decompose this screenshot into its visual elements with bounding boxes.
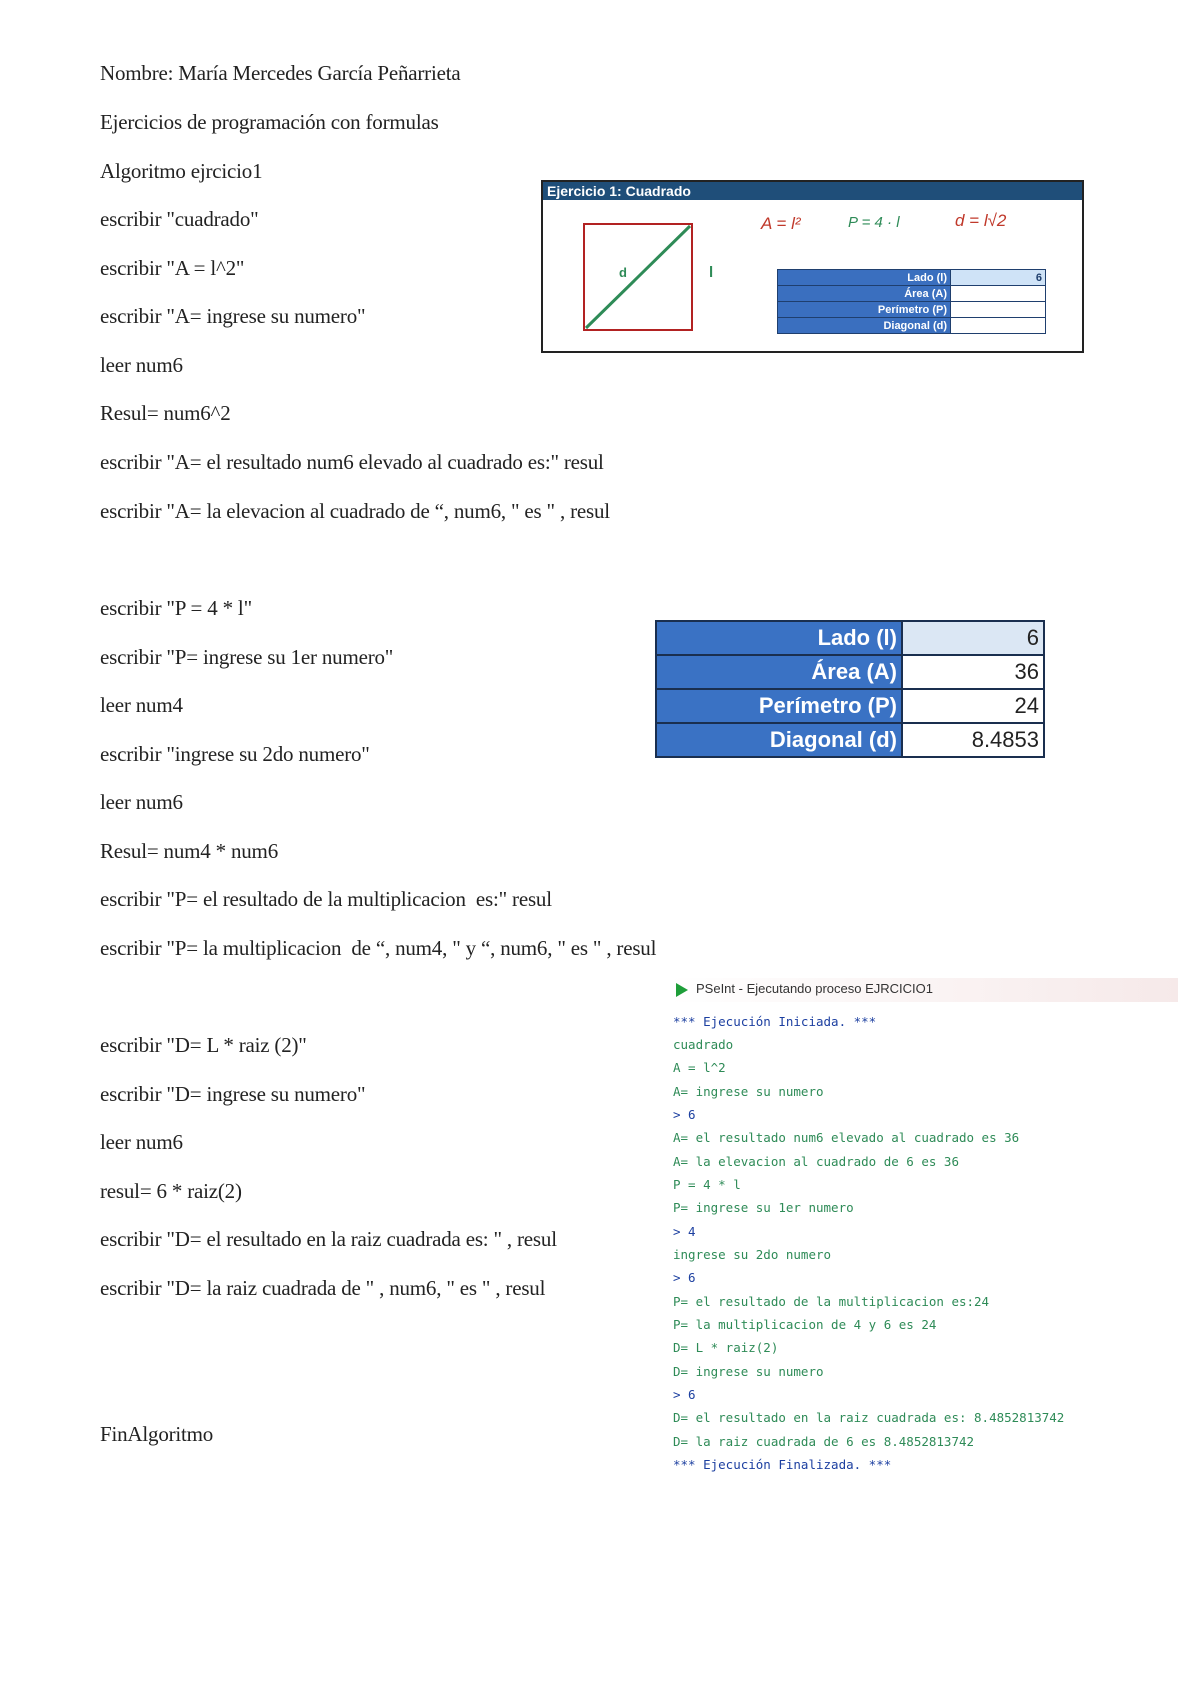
input-table [777,269,1046,334]
ejercicio-figure [541,180,1084,353]
code-line: escribir "P = 4 * l" [100,596,252,620]
code-line: escribir "A = l^2" [100,256,245,280]
row-value: 6 [951,270,1046,286]
table-row [656,689,1044,723]
code-line: escribir "cuadrado" [100,207,259,231]
console-line: D= L * raiz(2) [673,1340,779,1355]
console-line: A= la elevacion al cuadrado de 6 es 36 [673,1154,959,1169]
code-line: Resul= num6^2 [100,401,231,425]
pseint-console [668,978,1178,1478]
diagonal-label: d [619,265,627,280]
console-line: *** Ejecución Finalizada. *** [673,1457,892,1472]
row-label: Diagonal (d) [656,723,902,757]
code-line: escribir "D= L * raiz (2)" [100,1033,307,1057]
row-label: Lado (l) [656,621,902,655]
console-line: P = 4 * l [673,1177,741,1192]
code-line: Resul= num4 * num6 [100,839,278,863]
row-value: 6 [902,621,1044,655]
ejercicio-title: Ejercicio 1: Cuadrado [543,182,1082,200]
console-line: A= el resultado num6 elevado al cuadrado es 36 [673,1130,1020,1145]
code-line: escribir "ingrese su 2do numero" [100,742,370,766]
table-row [778,270,1046,286]
console-line: > 6 [673,1387,696,1402]
table-row [656,723,1044,757]
code-line: escribir "A= ingrese su numero" [100,304,366,328]
row-label: Área (A) [656,655,902,689]
console-line: D= el resultado en la raiz cuadrada es: 8.4852813742 [673,1410,1065,1425]
code-line: leer num6 [100,790,183,814]
table-row [656,621,1044,655]
row-value [951,302,1046,318]
side-label: l [709,264,714,281]
code-line-end: FinAlgoritmo [100,1422,214,1446]
table-row [778,286,1046,302]
author-name: Nombre: María Mercedes García Peñarrieta [100,61,461,85]
console-line: P= ingrese su 1er numero [673,1200,854,1215]
table-row [656,655,1044,689]
row-label: Perímetro (P) [656,689,902,723]
row-value: 36 [902,655,1044,689]
console-line: A= ingrese su numero [673,1084,824,1099]
formula-perimetro: P = 4 · l [848,214,900,231]
console-line: *** Ejecución Iniciada. *** [673,1014,877,1029]
diagonal-line [583,223,693,331]
doc-subtitle: Ejercicios de programación con formulas [100,110,439,134]
code-line: escribir "D= el resultado en la raiz cuadrada es: " , resul [100,1227,557,1251]
console-line: A = l^2 [673,1060,726,1075]
play-icon [676,983,688,997]
code-line: escribir "A= la elevacion al cuadrado de “, num6, " es " , resul [100,499,610,523]
console-line: > 6 [673,1107,696,1122]
console-line: P= el resultado de la multiplicacion es:24 [673,1294,990,1309]
row-label: Diagonal (d) [778,318,951,334]
row-value [951,286,1046,302]
code-line: escribir "P= el resultado de la multiplicacion es:" resul [100,887,552,911]
code-line: escribir "D= ingrese su numero" [100,1082,366,1106]
code-line: leer num6 [100,1130,183,1154]
row-label: Perímetro (P) [778,302,951,318]
console-line: ingrese su 2do numero [673,1247,832,1262]
formula-area: A = l² [761,214,801,233]
row-label: Lado (l) [778,270,951,286]
console-title: PSeInt - Ejecutando proceso EJRCICIO1 [696,981,934,996]
table-row [778,318,1046,334]
console-line: > 6 [673,1270,696,1285]
console-line: P= la multiplicacion de 4 y 6 es 24 [673,1317,937,1332]
console-line: cuadrado [673,1037,734,1052]
code-line: leer num4 [100,693,183,717]
code-line: resul= 6 * raiz(2) [100,1179,242,1203]
row-value [951,318,1046,334]
code-line: escribir "D= la raiz cuadrada de " , num6, " es " , resul [100,1276,546,1300]
code-line: leer num6 [100,353,183,377]
code-line: escribir "P= la multiplicacion de “, num4, " y “, num6, " es " , resul [100,936,657,960]
row-value: 24 [902,689,1044,723]
console-line: D= ingrese su numero [673,1364,824,1379]
row-label: Área (A) [778,286,951,302]
console-titlebar [668,978,1178,1002]
table-row [778,302,1046,318]
formula-diagonal: d = l√2 [955,211,1007,230]
row-value: 8.4853 [902,723,1044,757]
code-line: Algoritmo ejrcicio1 [100,159,263,183]
code-line: escribir "A= el resultado num6 elevado al cuadrado es:" resul [100,450,604,474]
result-table [655,620,1045,758]
code-line: escribir "P= ingrese su 1er numero" [100,645,394,669]
console-line: > 4 [673,1224,696,1239]
console-line: D= la raiz cuadrada de 6 es 8.4852813742 [673,1434,975,1449]
